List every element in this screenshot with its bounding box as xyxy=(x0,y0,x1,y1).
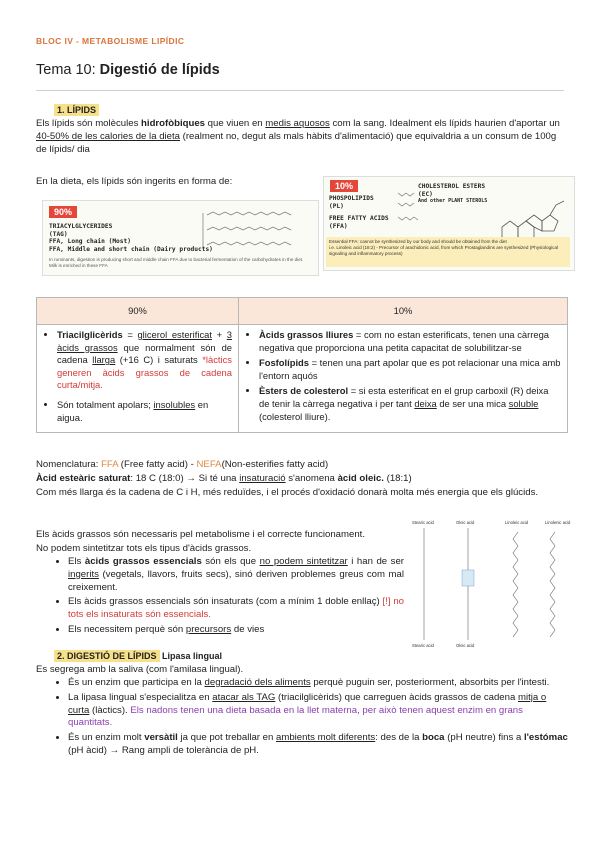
bloc-heading: BLOC IV - METABOLISME LIPÍDIC xyxy=(36,36,185,46)
list-item: • Són totalment apolars; insolubles en aigua. xyxy=(57,399,232,424)
essential-list xyxy=(36,556,404,637)
essential-p1: Els àcids grassos són necessaris pel metabolisme i el correcte funcionament. xyxy=(36,529,366,540)
diagram-label-oleic: Oleic acid xyxy=(456,520,475,525)
diagram-caption-oleic: Oleic acid xyxy=(456,643,475,648)
tema-title: Digestió de lípids xyxy=(99,62,220,78)
diagram-label-linoleic: Linoleic acid xyxy=(505,520,529,525)
table-header-10: 10% xyxy=(239,298,568,325)
list-item: • Àcids grassos lliures = com no estan esterificats, tenen una càrrega negativa que proporciona una petita capacitat de solubilitzar-se xyxy=(259,329,561,354)
tema-prefix: Tema 10: xyxy=(36,62,100,78)
essential-note-box: Essential FFA: cannot be synthesized by our body and should be obtained from the diet i.e. Linoleic acid (18:2) - Precursor of arachidonic acid, from which Prostaglandins are synthesized (Physiological signaling and inflammatory process) xyxy=(326,237,570,267)
badge-90: 90% xyxy=(49,206,77,218)
chain-length-text: Com més llarga és la cadena de C i H, més reduïdes, i el procés d'oxidació donarà molta més energia que els glúcids. xyxy=(36,487,539,498)
section2-intro: Es segrega amb la saliva (com l'amilasa lingual). xyxy=(36,664,244,675)
table-cell-10 xyxy=(239,325,568,433)
badge-10: 10% xyxy=(330,180,358,192)
fatty-acid-structures-diagram xyxy=(410,518,585,650)
list-item: • Els àcids grassos essencials són els que no podem sintetitzar i han de ser ingerits (vegetals, llavors, fruits secs), sinó deriven problemes greus com mal creixement. xyxy=(68,556,404,594)
cholesterol-structure-icon xyxy=(494,187,570,242)
phospholipid-structure-icon xyxy=(394,189,424,227)
page-title xyxy=(36,62,220,78)
essential-p2: No podem sintetitzar tots els tipus d'àcids grassos. xyxy=(36,543,252,554)
linolenic-chain xyxy=(550,532,555,637)
figure-90-percent xyxy=(42,200,319,276)
diagram-label-stearic: Stearic acid xyxy=(412,520,434,525)
section2-title: 2. DIGESTIÓ DE LÍPIDS Lipasa lingual xyxy=(54,651,222,661)
cholesterol-esters-label: CHOLESTEROL ESTERS (EC) And other PLANT STEROLS xyxy=(418,183,488,204)
nomenclature-line: Nomenclatura: FFA (Free fatty acid) - NEFA(Non-esterifies fatty acid) xyxy=(36,459,329,470)
triglyceride-structure-icon xyxy=(193,205,313,255)
double-bond-highlight xyxy=(462,570,474,586)
list-item: • Els àcids grassos essencials són insaturats (com a mínim 1 doble enllaç) [!] no tots els insaturats són essencials. xyxy=(68,596,404,622)
fig90-labels: TRIACYLGLYCERIDES (TAG) FFA, Long chain (Most) FFA, Middle and short chain (Dairy products) xyxy=(49,223,213,253)
ffa-label: FREE FATTY ACIDS (FFA) xyxy=(329,215,389,230)
section1-intro: Els lípids són molècules hidrofòbiques que viuen en medis aquosos com la sang. Idealment els lípids haurien d'aportar un 40-50% de les calories de la dieta (realment no, degut als mals hàbits d'alimentació) que equivaldria a un consum de 100g de lípids/ dia xyxy=(36,118,560,155)
list-item: • Triacilglicèrids = glicerol esterificat + 3 àcids grassos que normalment són de cadena llarga (+16 C) i saturats *làctics generen àcids grassos de cadena curta/mitja. xyxy=(57,329,232,392)
stearic-line: Àcid esteàric saturat: 18 C (18:0) → Si té una insaturació s'anomena àcid oleic. (18:1) xyxy=(36,473,412,484)
linoleic-chain xyxy=(513,532,518,637)
list-item: • És un enzim molt versàtil ja que pot treballar en ambients molt diferents: des de la boca (pH neutre) fins a l'estómac (pH àcid) → Rang ampli de tolerància de pH. xyxy=(68,732,568,758)
figure-10-percent xyxy=(323,176,575,271)
diagram-caption-stearic: Stearic acid xyxy=(412,643,434,648)
list-item: • Fosfolípids = tenen una part apolar que es pot relacionar una mica amb l'entorn aquós xyxy=(259,357,561,382)
section1-title: 1. LÍPIDS xyxy=(54,104,99,116)
list-item: • És un enzim que participa en la degradació dels aliments perquè puguin ser, posteriorment, absorbits per l'intesti. xyxy=(68,677,568,690)
lipid-comparison-table xyxy=(36,297,568,433)
list-item: • Els necessitem perquè són precursors de vies xyxy=(68,624,404,637)
title-divider xyxy=(36,90,564,91)
list-item: • La lipasa lingual s'especialitza en atacar als TAG (triacilglicèrids) que carreguen àcids grassos de cadena mitja o curta (làctics). Els nadons tenen una dieta basada en la llet materna, per això tenen aquest enzim en grans quantitats. xyxy=(68,692,568,730)
diet-line: En la dieta, els lípids són ingerits en forma de: xyxy=(36,176,233,187)
lipasa-list xyxy=(36,677,568,758)
fig90-note: In ruminants, digestion is producing short and middle chain FFA due to bacterial fermentation of the carbohydrates in the diet. Milk is enriched in these FFA xyxy=(49,257,304,268)
table-cell-90 xyxy=(37,325,239,433)
table-header-90: 90% xyxy=(37,298,239,325)
list-item: • Èsters de colesterol = si esta esterificat en el grup carboxil (R) deixa de tenir la càrrega negativa i per tant deixa de ser una mica soluble (colesterol lliure). xyxy=(259,385,561,423)
diagram-label-linolenic: Linolenic acid xyxy=(545,520,571,525)
phospholipids-label: PHOSPOLIPIDS (PL) xyxy=(329,195,374,210)
